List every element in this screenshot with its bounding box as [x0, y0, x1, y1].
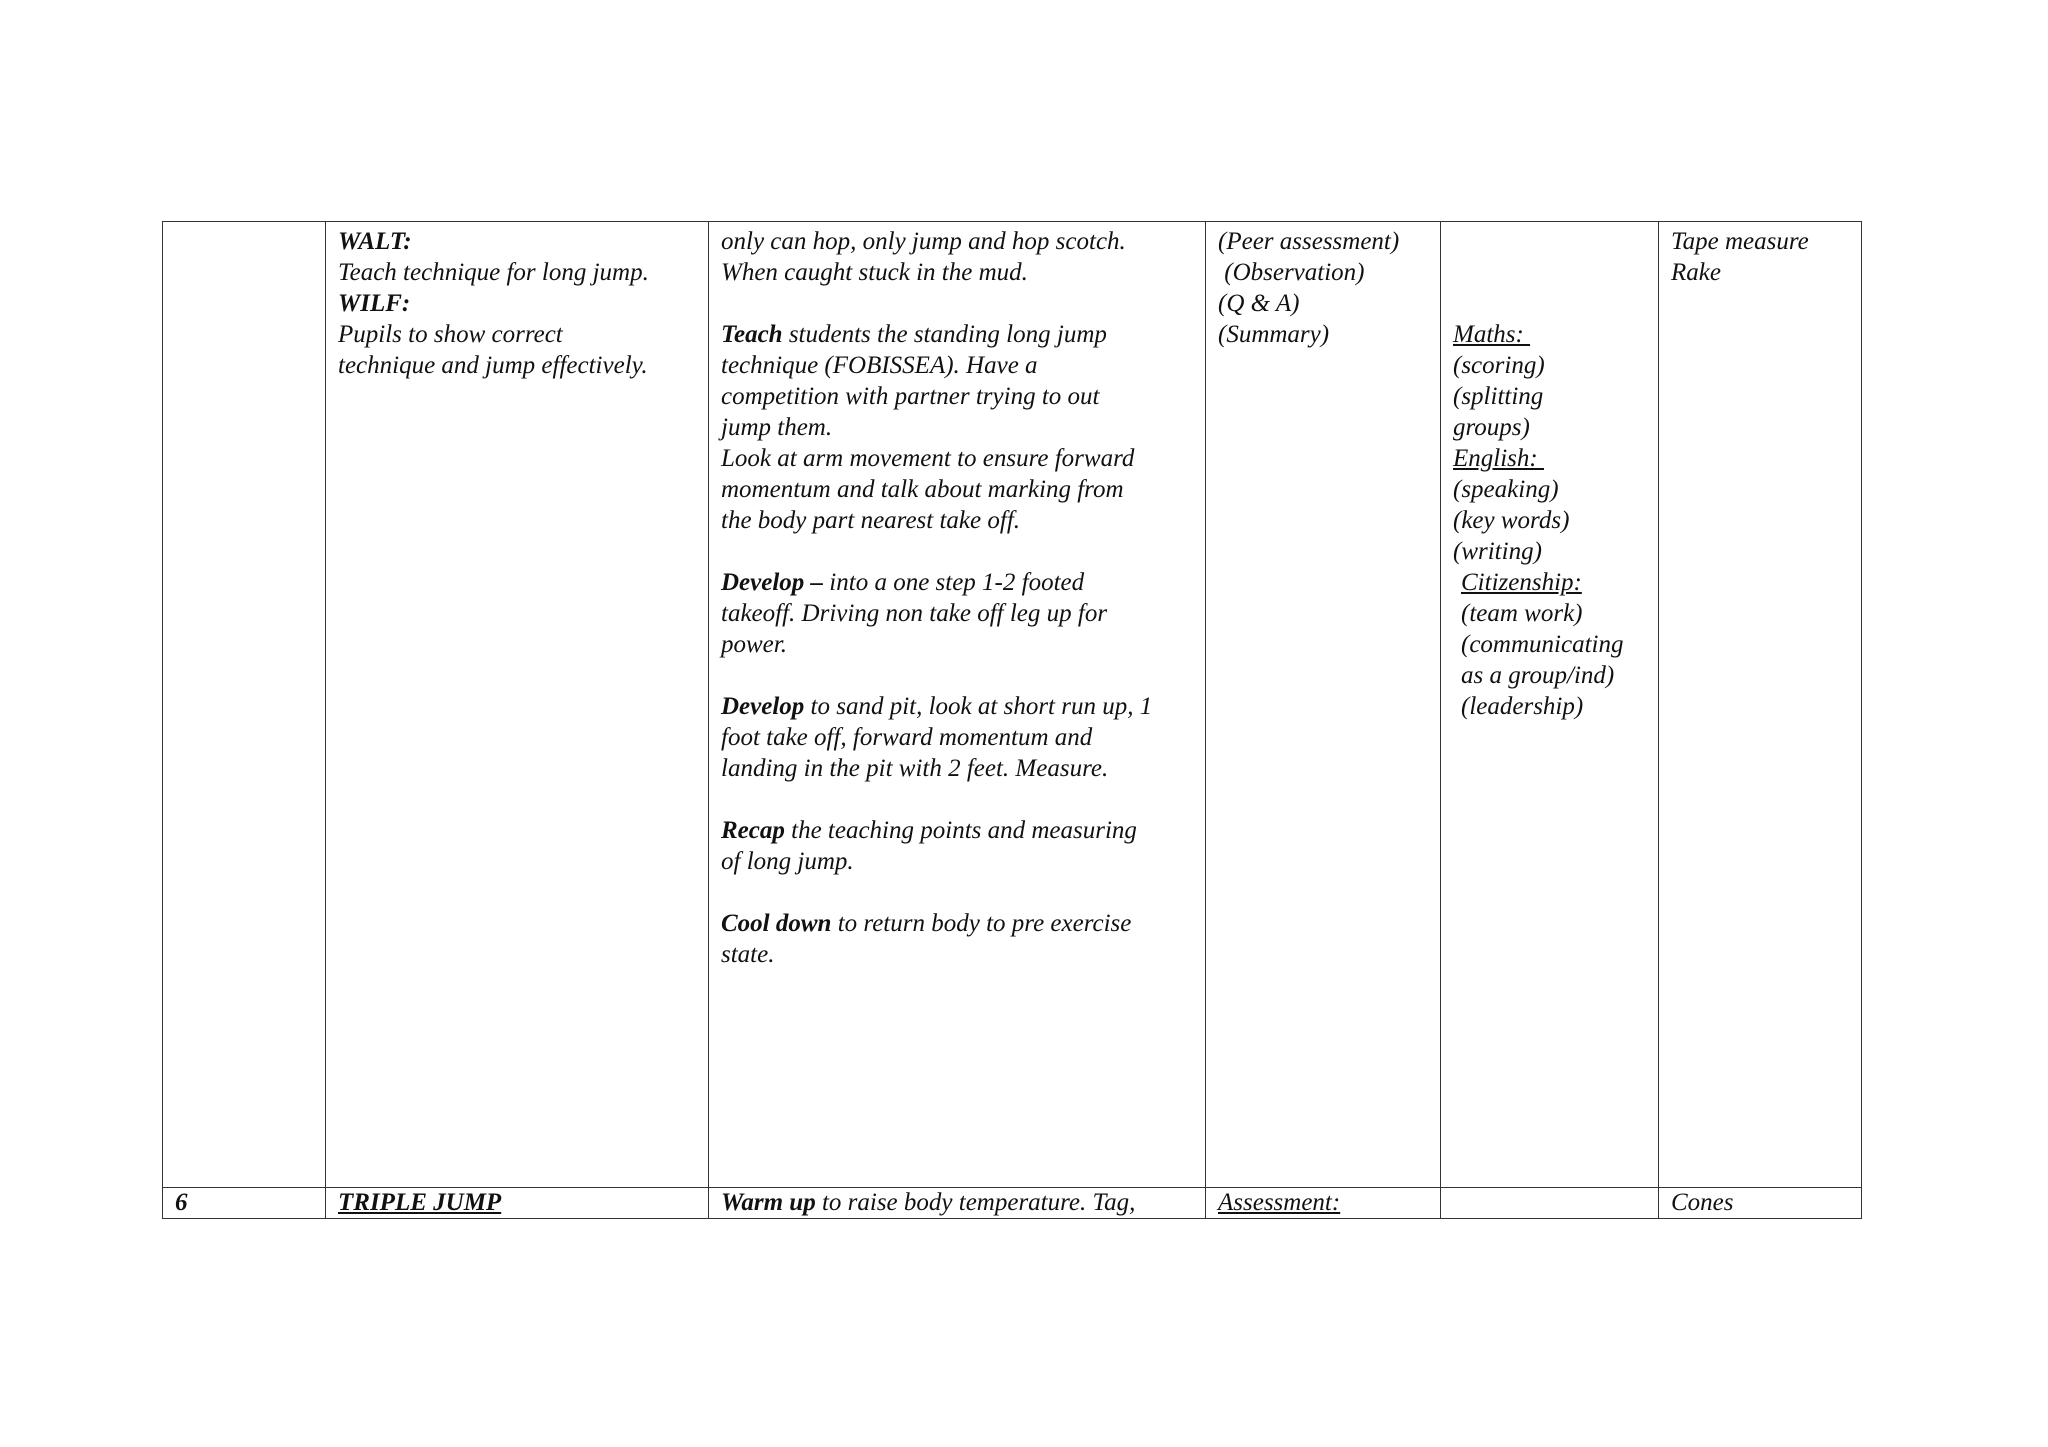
activities-cell — [709, 222, 1206, 1188]
teach-paragraph-line — [721, 319, 1193, 350]
activity-line: landing in the pit with 2 feet. Measure. — [721, 755, 1109, 782]
warmup-line — [721, 1188, 1193, 1218]
activity-line: Look at arm movement to ensure forward — [721, 445, 1135, 472]
lesson-plan-table — [162, 221, 1862, 1219]
recap-paragraph-line — [721, 815, 1193, 846]
link-item: (speaking) — [1453, 476, 1559, 503]
link-item: groups) — [1453, 414, 1530, 441]
cross-curricular-links-cell — [1441, 1188, 1659, 1219]
lesson-number-cell — [163, 222, 326, 1188]
develop-text: to sand pit, look at short run up, 1 — [804, 693, 1153, 720]
assessment-cell — [1206, 1188, 1441, 1219]
develop-paragraph-line — [721, 567, 1193, 598]
resources-cell — [1659, 222, 1862, 1188]
activity-line: foot take off, forward momentum and — [721, 724, 1093, 751]
activity-line: takeoff. Driving non take off leg up for — [721, 600, 1108, 627]
warmup-label: Warm up — [721, 1189, 816, 1216]
link-item: (key words) — [1453, 507, 1570, 534]
activity-line: the body part nearest take off. — [721, 507, 1021, 534]
develop-paragraph-line — [721, 691, 1193, 722]
assessment-heading: Assessment: — [1218, 1189, 1341, 1216]
cooldown-text: to return body to pre exercise — [831, 910, 1132, 937]
activity-line: only can hop, only jump and hop scotch. — [721, 228, 1126, 255]
walt-heading: WALT: — [338, 228, 412, 255]
wilf-heading: WILF: — [338, 290, 411, 317]
cross-curricular-links-cell — [1441, 222, 1659, 1188]
recap-text: the teaching points and measuring — [784, 817, 1137, 844]
maths-heading: Maths: — [1453, 321, 1531, 348]
resource-item: Cones — [1671, 1189, 1734, 1216]
citizenship-heading: Citizenship: — [1461, 569, 1582, 596]
activities-cell — [709, 1188, 1206, 1219]
resource-item: Rake — [1671, 259, 1721, 286]
lesson-row-5-continued — [163, 222, 1862, 1188]
recap-label: Recap — [721, 817, 785, 844]
lesson-number: 6 — [175, 1189, 188, 1216]
link-item: (writing) — [1453, 538, 1542, 565]
activity-line: jump them. — [721, 414, 833, 441]
develop-text: into a one step 1-2 footed — [823, 569, 1085, 596]
link-item: (splitting — [1453, 383, 1544, 410]
lesson-row-6 — [163, 1188, 1862, 1219]
activity-line: state. — [721, 941, 775, 968]
assessment-item: (Peer assessment) — [1218, 228, 1400, 255]
wilf-text-line: Pupils to show correct — [338, 321, 563, 348]
link-item: (team work) — [1461, 600, 1583, 627]
activity-line: power. — [721, 631, 787, 658]
wilf-text-line: technique and jump effectively. — [338, 352, 648, 379]
assessment-item: (Q & A) — [1218, 290, 1300, 317]
link-item: (communicating — [1461, 631, 1624, 658]
activity-line: technique (FOBISSEA). Have a — [721, 352, 1038, 379]
cooldown-label: Cool down — [721, 910, 832, 937]
teach-text: students the standing long jump — [782, 321, 1107, 348]
resource-item: Tape measure — [1671, 228, 1809, 255]
activity-line: of long jump. — [721, 848, 854, 875]
objectives-cell — [326, 222, 709, 1188]
warmup-text: to raise body temperature. Tag, — [815, 1189, 1136, 1216]
topic-cell — [326, 1188, 709, 1219]
assessment-item: (Observation) — [1218, 259, 1365, 286]
link-item: (leadership) — [1461, 693, 1584, 720]
assessment-cell — [1206, 222, 1441, 1188]
cooldown-paragraph-line — [721, 908, 1193, 939]
lesson-number-cell — [163, 1188, 326, 1219]
english-heading: English: — [1453, 445, 1544, 472]
develop-label: Develop – — [721, 569, 824, 596]
activity-line: momentum and talk about marking from — [721, 476, 1124, 503]
develop-label: Develop — [721, 693, 805, 720]
activity-line: When caught stuck in the mud. — [721, 259, 1028, 286]
resources-cell — [1659, 1188, 1862, 1219]
lesson-topic: TRIPLE JUMP — [338, 1189, 502, 1216]
link-item: as a group/ind) — [1461, 662, 1615, 689]
teach-label: Teach — [721, 321, 783, 348]
walt-text: Teach technique for long jump. — [338, 259, 649, 286]
activity-line: competition with partner trying to out — [721, 383, 1100, 410]
assessment-item: (Summary) — [1218, 321, 1330, 348]
link-item: (scoring) — [1453, 352, 1545, 379]
